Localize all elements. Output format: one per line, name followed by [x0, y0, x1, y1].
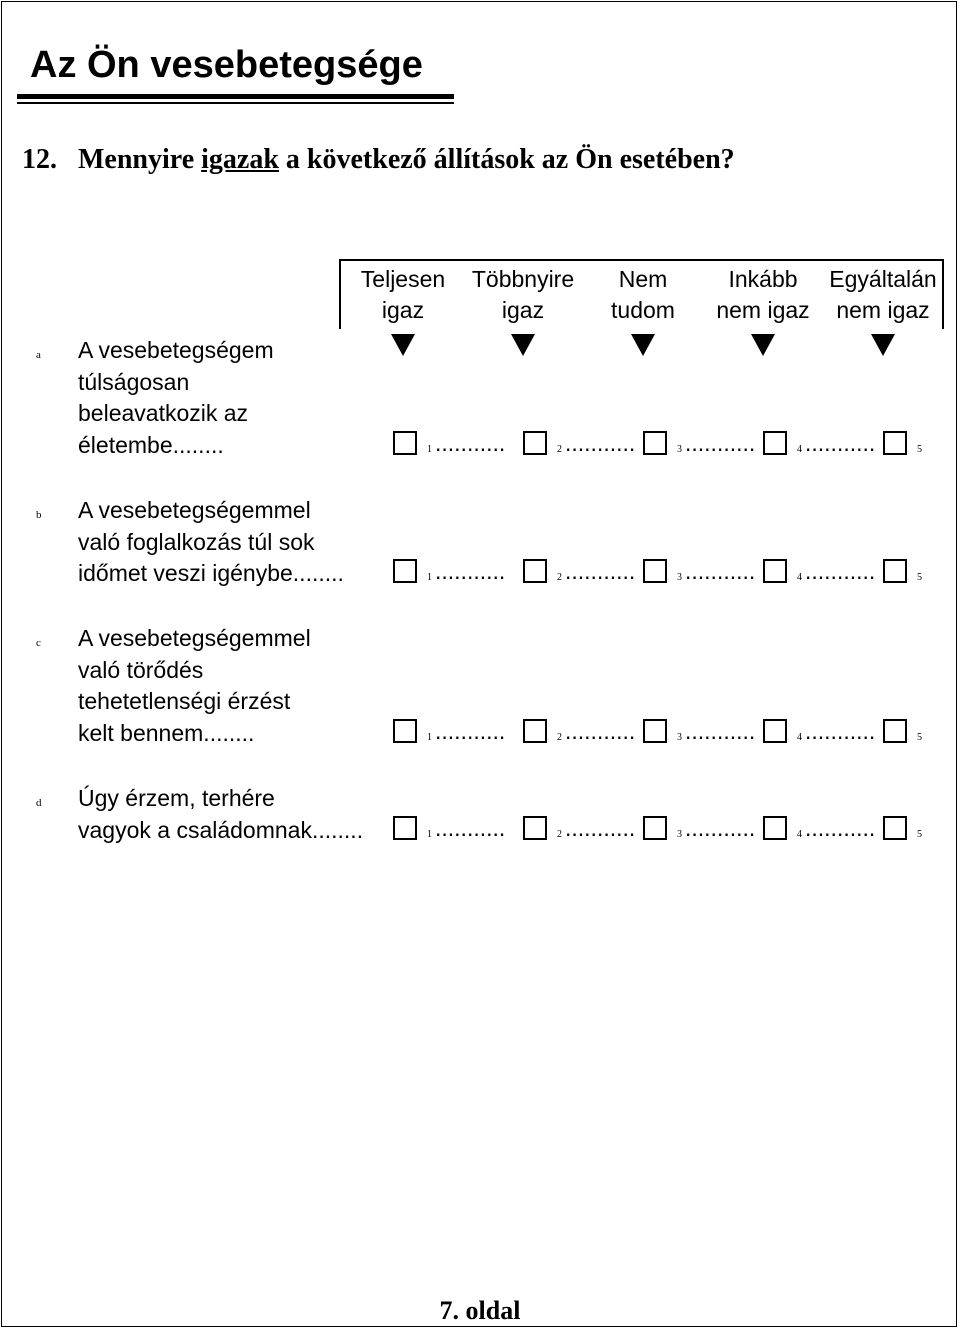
- statement-line: A vesebetegségem: [78, 337, 274, 363]
- answer-code: 1: [427, 443, 432, 455]
- answer-checkbox-c-4[interactable]: [763, 719, 787, 743]
- question-heading: [22, 142, 735, 178]
- answer-checkbox-b-1[interactable]: [393, 559, 417, 583]
- answer-checkbox-c-2[interactable]: [523, 719, 547, 743]
- statement-line: életembe........: [78, 431, 224, 458]
- dot-leader: ...........: [565, 814, 636, 841]
- column-header-line1: Teljesen: [360, 266, 446, 292]
- down-arrow-icon: [871, 334, 895, 356]
- dot-leader: ...........: [805, 717, 876, 744]
- header-bracket-top: [339, 259, 944, 261]
- dot-leader: ...........: [685, 717, 756, 744]
- dot-leader: ...........: [805, 558, 876, 584]
- column-header-1: [343, 264, 463, 326]
- column-header-line1: Többnyire: [471, 266, 575, 292]
- answer-checkbox-d-4[interactable]: [763, 816, 787, 840]
- column-header-line1: Nem: [618, 266, 668, 292]
- answer-code: 1: [427, 828, 432, 840]
- dot-leader: ...........: [435, 717, 506, 744]
- column-header-5: [823, 264, 943, 326]
- question-text-after: a következő állítások az Ön esetében?: [278, 144, 735, 175]
- statement-text: [78, 783, 363, 846]
- answer-code: 4: [797, 572, 802, 583]
- question-text-underlined: igazak: [201, 144, 279, 175]
- column-header-line2: igaz: [501, 297, 545, 323]
- answer-code: 2: [557, 443, 562, 455]
- answer-checkbox-a-1[interactable]: [393, 431, 417, 455]
- statement-line: való törődés: [78, 656, 204, 683]
- page-title: Az Ön vesebetegsége: [30, 44, 423, 86]
- item-letter: c: [36, 637, 41, 649]
- answer-code: 3: [677, 572, 682, 583]
- statement-text: [78, 495, 344, 590]
- statement-line: tehetetlenségi érzést: [78, 688, 291, 714]
- statement-text: [78, 623, 311, 749]
- statement-line: időmet veszi igénybe........: [78, 560, 344, 586]
- answer-code: 3: [677, 828, 682, 840]
- item-letter: a: [36, 349, 41, 361]
- down-arrow-icon: [631, 334, 655, 356]
- answer-code: 1: [427, 572, 432, 583]
- answer-checkbox-d-3[interactable]: [643, 816, 667, 840]
- dot-leader: ...........: [565, 717, 636, 744]
- dot-leader: ...........: [565, 429, 636, 456]
- answer-checkbox-a-3[interactable]: [643, 431, 667, 455]
- answer-checkbox-b-3[interactable]: [643, 559, 667, 583]
- answer-code: 5: [917, 572, 922, 583]
- dot-leader: ...........: [685, 558, 756, 584]
- answer-code: 2: [557, 731, 562, 743]
- answer-checkbox-b-5[interactable]: [883, 559, 907, 583]
- answer-checkbox-a-5[interactable]: [883, 431, 907, 455]
- answer-checkbox-c-3[interactable]: [643, 719, 667, 743]
- statement-line: A vesebetegségemmel: [78, 497, 311, 523]
- column-header-2: [463, 264, 583, 326]
- item-letter: d: [36, 797, 42, 809]
- dot-leader: ...........: [435, 814, 506, 841]
- answer-code: 4: [797, 443, 802, 455]
- column-header-4: [703, 264, 823, 326]
- answer-code: 4: [797, 731, 802, 743]
- header-bracket-left: [339, 259, 341, 329]
- answer-code: 2: [557, 828, 562, 840]
- dot-leader: ...........: [685, 814, 756, 841]
- dot-leader: ...........: [805, 814, 876, 841]
- statement-line: vagyok a családomnak........: [78, 816, 364, 843]
- answer-code: 5: [917, 828, 922, 840]
- column-header-line2: nem igaz: [836, 297, 930, 323]
- column-header-line1: Inkább: [728, 266, 798, 292]
- answer-checkbox-c-1[interactable]: [393, 719, 417, 743]
- statement-line: kelt bennem........: [78, 719, 255, 746]
- answer-checkbox-d-2[interactable]: [523, 816, 547, 840]
- question-text-before: Mennyire: [78, 144, 202, 175]
- column-header-line1: Egyáltalán: [829, 266, 937, 292]
- answer-code: 3: [677, 443, 682, 455]
- answer-code: 4: [797, 828, 802, 840]
- answer-checkbox-b-4[interactable]: [763, 559, 787, 583]
- answer-checkbox-c-5[interactable]: [883, 719, 907, 743]
- statement-line: túlságosan: [78, 368, 190, 395]
- answer-checkbox-b-2[interactable]: [523, 559, 547, 583]
- dot-leader: ...........: [685, 429, 756, 456]
- statement-line: A vesebetegségemmel: [78, 625, 311, 651]
- dot-leader: ...........: [805, 429, 876, 456]
- down-arrow-icon: [391, 334, 415, 356]
- answer-checkbox-d-5[interactable]: [883, 816, 907, 840]
- down-arrow-icon: [511, 334, 535, 356]
- answer-code: 2: [557, 572, 562, 583]
- dot-leader: ...........: [565, 558, 636, 584]
- title-underline-thick: [17, 94, 454, 99]
- answer-code: 5: [917, 443, 922, 455]
- dot-leader: ...........: [435, 558, 506, 584]
- question-number: 12.: [22, 144, 57, 175]
- answer-code: 5: [917, 731, 922, 743]
- statement-text: [78, 335, 274, 461]
- column-header-line2: tudom: [611, 297, 675, 323]
- statement-line: való foglalkozás túl sok: [78, 528, 315, 555]
- answer-checkbox-d-1[interactable]: [393, 816, 417, 840]
- column-header-line2: igaz: [381, 297, 425, 323]
- dot-leader: ...........: [435, 429, 506, 456]
- answer-code: 1: [427, 731, 432, 743]
- answer-checkbox-a-2[interactable]: [523, 431, 547, 455]
- item-letter: b: [36, 509, 42, 521]
- column-header-3: [583, 264, 703, 326]
- statement-line: beleavatkozik az: [78, 400, 249, 426]
- answer-code: 3: [677, 731, 682, 743]
- column-header-line2: nem igaz: [716, 297, 810, 323]
- statement-line: Úgy érzem, terhére: [78, 785, 275, 811]
- down-arrow-icon: [751, 334, 775, 356]
- title-underline-thin: [17, 102, 454, 104]
- page-number: 7. oldal: [439, 1296, 521, 1325]
- answer-checkbox-a-4[interactable]: [763, 431, 787, 455]
